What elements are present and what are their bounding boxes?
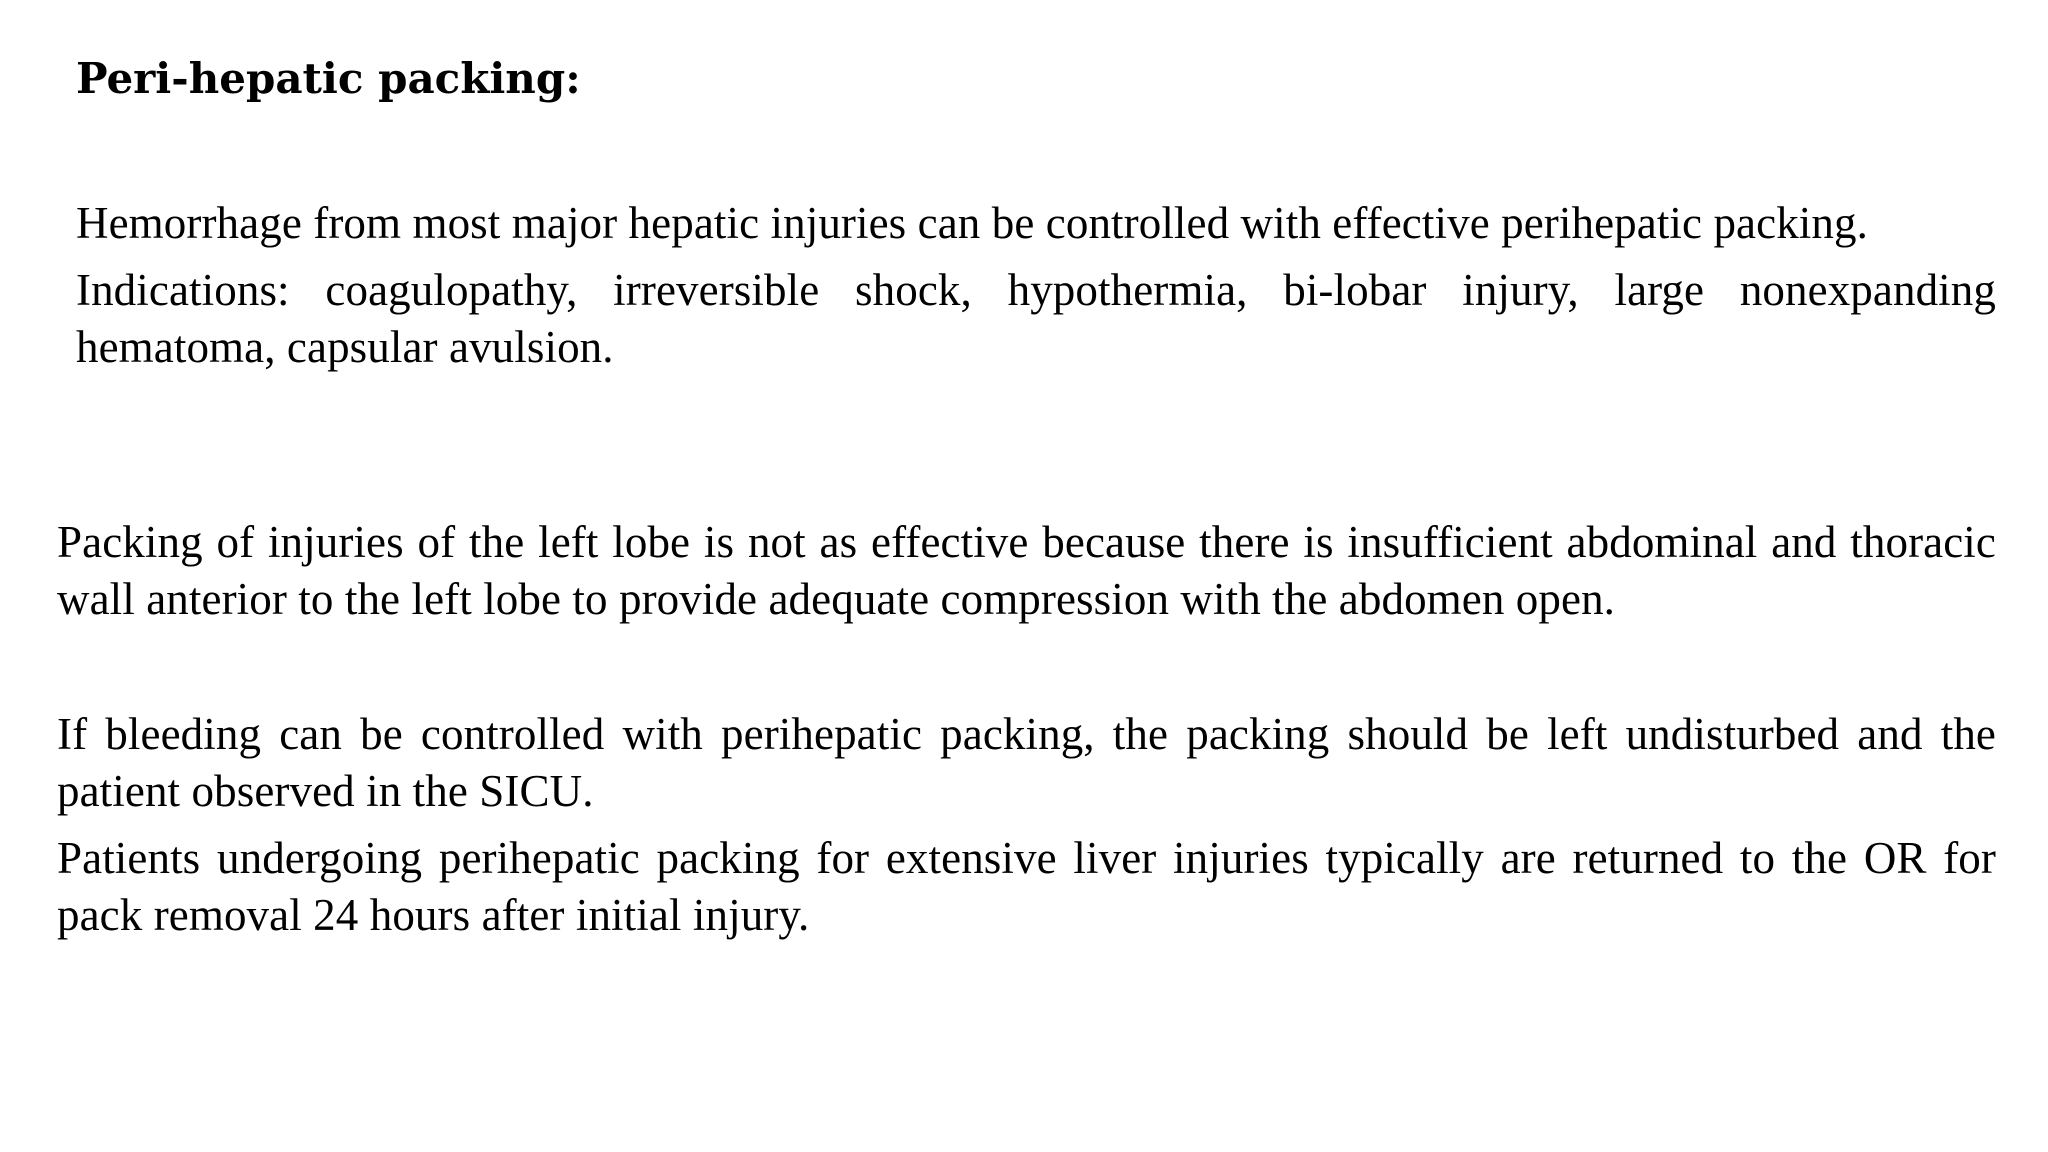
slide-title: Peri-hepatic packing: xyxy=(76,54,581,103)
overview-paragraph: Hemorrhage from most major hepatic injuries can be controlled with effective perihepatic packing. xyxy=(76,198,1868,248)
packing-overview-section xyxy=(76,195,1996,386)
sicu-paragraph: If bleeding can be controlled with perihepatic packing, the packing should be left undisturbed and the patient observed in the SICU. xyxy=(57,709,1996,816)
pack-removal-paragraph: Patients undergoing perihepatic packing for extensive liver injuries typically are returned to the OR for pack removal 24 hours after initial injury. xyxy=(57,833,1996,940)
left-lobe-section xyxy=(57,514,1996,638)
indications-paragraph: Indications: coagulopathy, irreversible shock, hypothermia, bi-lobar injury, large nonexpanding hematoma, capsular avulsion. xyxy=(76,265,1996,372)
post-packing-section xyxy=(57,706,1996,954)
left-lobe-paragraph: Packing of injuries of the left lobe is not as effective because there is insufficient abdominal and thoracic wall anterior to the left lobe to provide adequate compression with the abdomen open. xyxy=(57,517,1996,624)
